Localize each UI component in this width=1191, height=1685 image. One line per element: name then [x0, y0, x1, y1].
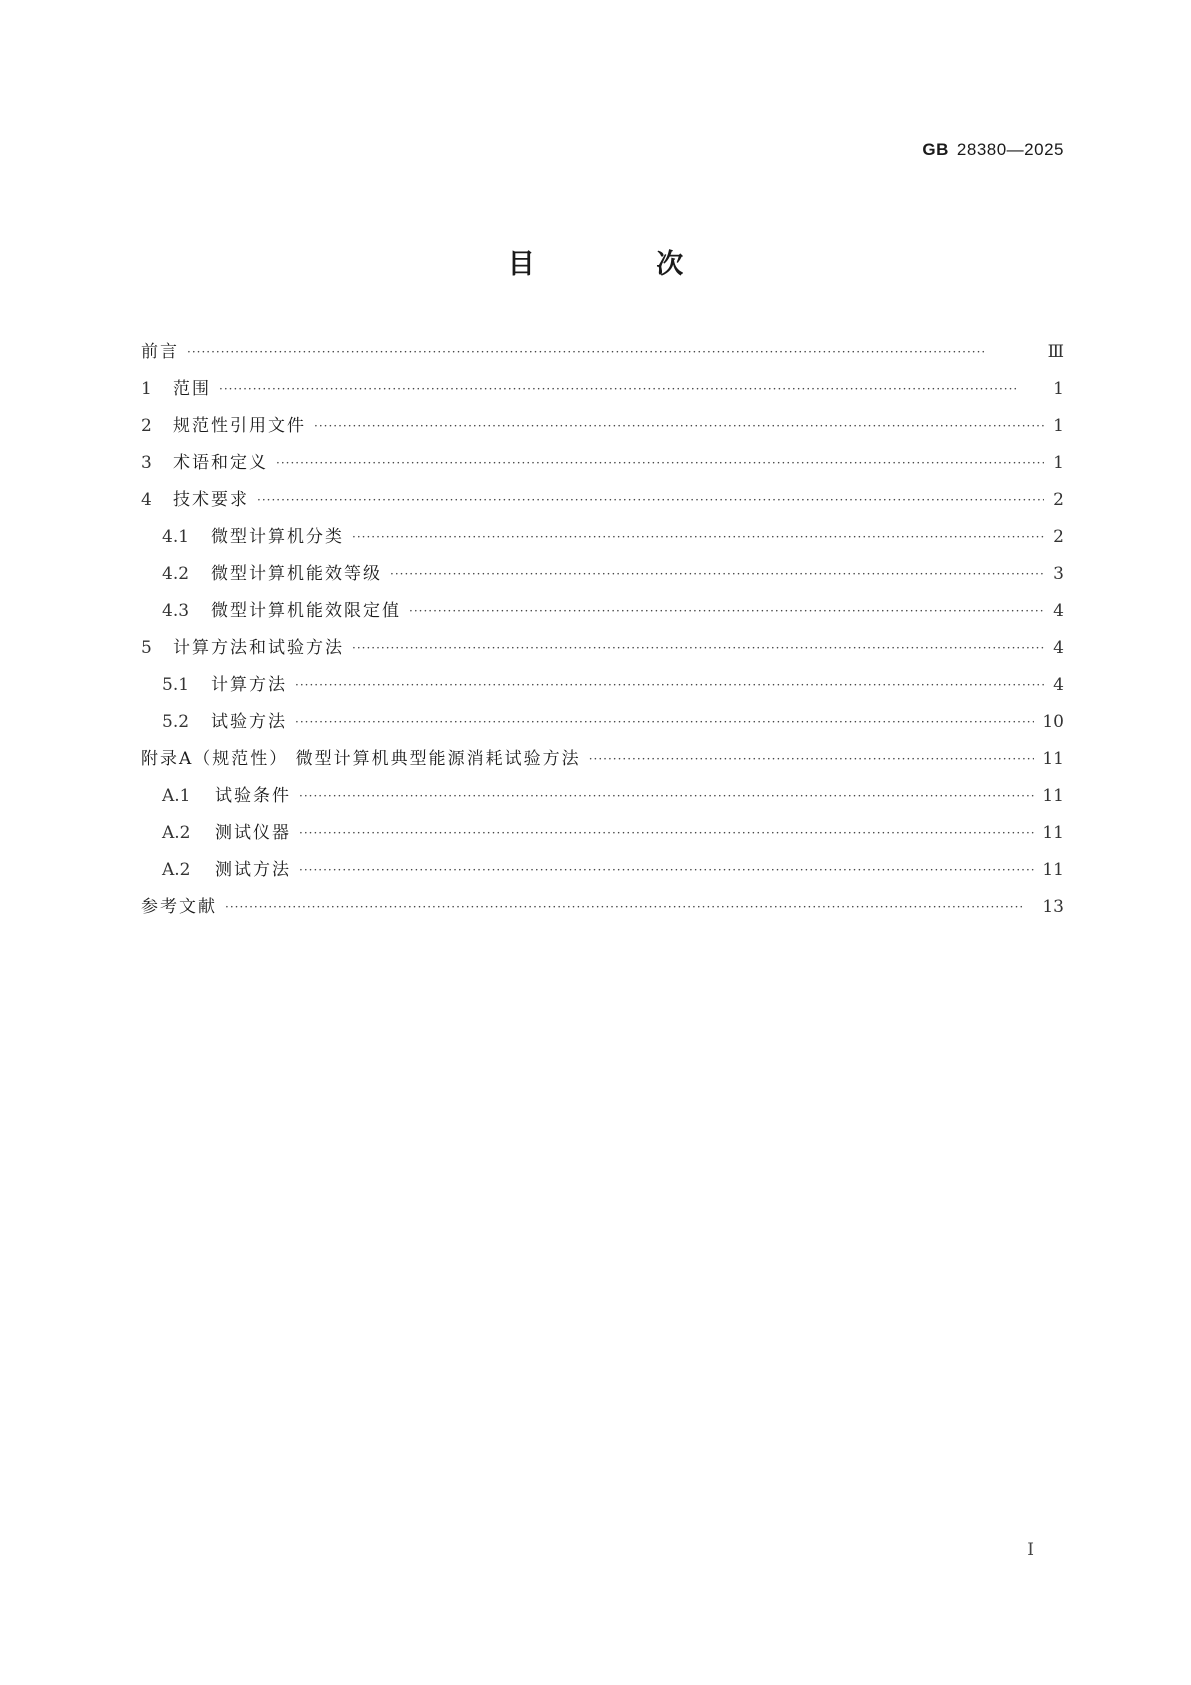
toc-entry-number: 5.1 [162, 675, 190, 695]
toc-entry-number: A.2 [162, 860, 191, 880]
toc-entry-title: 术语和定义 [173, 453, 268, 473]
page-number: Ⅰ [1027, 1540, 1034, 1560]
toc-entry-title: 测试仪器 [215, 823, 291, 843]
toc-entry-number: 4 [141, 490, 152, 510]
toc-entry-page: 3 [1053, 564, 1064, 584]
toc-entry[interactable] [141, 741, 1064, 778]
standard-code [922, 140, 1064, 160]
toc-entry-page: 2 [1053, 490, 1064, 510]
toc-leader-dots [409, 593, 1044, 630]
toc-entry[interactable] [141, 889, 1064, 926]
toc-leader-dots [225, 889, 1034, 926]
toc-entry-title: 试验条件 [215, 786, 291, 806]
toc-leader-dots [390, 556, 1044, 593]
toc-entry-page: 13 [1042, 897, 1064, 917]
toc-entry[interactable] [141, 334, 1064, 371]
toc-leader-dots [276, 445, 1044, 482]
toc-leader-dots [299, 778, 1034, 815]
toc-entry-title: 参考文献 [141, 897, 217, 917]
toc-entry[interactable] [141, 519, 1064, 556]
toc-entry[interactable] [141, 593, 1064, 630]
toc-leader-dots [295, 667, 1044, 704]
toc-entry-title: 规范性引用文件 [173, 416, 306, 436]
standard-prefix: GB [922, 140, 949, 159]
toc-entry-page: 1 [1053, 453, 1064, 473]
toc-entry-page: 11 [1042, 786, 1064, 806]
toc-leader-dots [352, 630, 1044, 667]
toc-entry-title: 微型计算机能效等级 [211, 564, 382, 584]
toc-entry-page: 4 [1053, 638, 1064, 658]
table-of-contents [141, 334, 1064, 926]
toc-entry-page: Ⅲ [1047, 342, 1064, 362]
toc-entry-title: 前言 [141, 342, 179, 362]
toc-entry-page: 4 [1053, 601, 1064, 621]
toc-entry-number: 4.2 [162, 564, 190, 584]
toc-entry[interactable] [141, 630, 1064, 667]
toc-entry[interactable] [141, 408, 1064, 445]
toc-entry-title: 技术要求 [173, 490, 249, 510]
toc-entry-title: 计算方法和试验方法 [173, 638, 344, 658]
toc-entry[interactable] [141, 852, 1064, 889]
toc-entry-page: 11 [1042, 749, 1064, 769]
toc-leader-dots [295, 704, 1034, 741]
toc-entry[interactable] [141, 815, 1064, 852]
toc-entry-title: 测试方法 [215, 860, 291, 880]
toc-entry-title: 附录A（规范性） 微型计算机典型能源消耗试验方法 [141, 749, 581, 769]
toc-entry-page: 11 [1042, 823, 1064, 843]
toc-entry-number: 4.1 [162, 527, 190, 547]
toc-entry-page: 1 [1053, 379, 1064, 399]
toc-entry[interactable] [141, 482, 1064, 519]
toc-entry[interactable] [141, 556, 1064, 593]
toc-entry[interactable] [141, 704, 1064, 741]
toc-entry-title: 微型计算机分类 [211, 527, 344, 547]
toc-entry-page: 1 [1053, 416, 1064, 436]
toc-leader-dots [352, 519, 1044, 556]
toc-entry-number: 3 [141, 453, 152, 473]
toc-entry-number: 4.3 [162, 601, 190, 621]
toc-leader-dots [187, 334, 1040, 371]
toc-entry-title: 试验方法 [211, 712, 287, 732]
toc-leader-dots [314, 408, 1044, 445]
toc-entry[interactable] [141, 667, 1064, 704]
toc-entry-number: A.1 [162, 786, 191, 806]
toc-leader-dots [257, 482, 1044, 519]
toc-entry-number: A.2 [162, 823, 191, 843]
toc-entry-title: 微型计算机能效限定值 [211, 601, 401, 621]
toc-entry-page: 2 [1053, 527, 1064, 547]
toc-entry[interactable] [141, 778, 1064, 815]
toc-entry-title: 计算方法 [211, 675, 287, 695]
toc-leader-dots [299, 815, 1034, 852]
toc-entry-number: 1 [141, 379, 152, 399]
toc-entry-page: 4 [1053, 675, 1064, 695]
standard-number: 28380—2025 [956, 140, 1064, 159]
toc-entry-number: 5 [141, 638, 152, 658]
toc-entry-page: 11 [1042, 860, 1064, 880]
toc-entry[interactable] [141, 371, 1064, 408]
toc-entry[interactable] [141, 445, 1064, 482]
toc-entry-number: 5.2 [162, 712, 190, 732]
toc-leader-dots [299, 852, 1034, 889]
toc-entry-page: 10 [1042, 712, 1064, 732]
toc-entry-title: 范围 [173, 379, 211, 399]
page-title: 目 次 [507, 249, 740, 280]
toc-leader-dots [589, 741, 1035, 778]
toc-entry-number: 2 [141, 416, 152, 436]
toc-leader-dots [219, 371, 1044, 408]
